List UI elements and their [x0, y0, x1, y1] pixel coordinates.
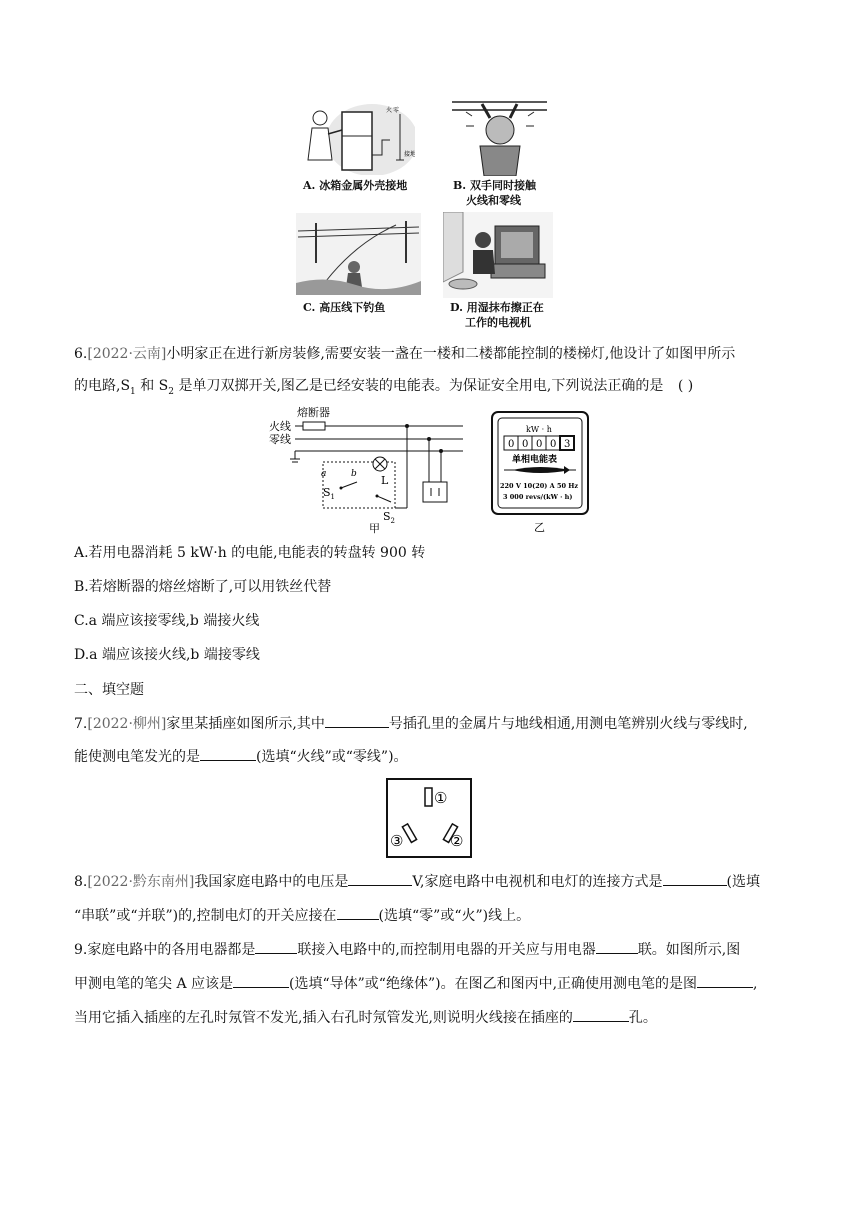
q9-line-3	[74, 1007, 794, 1028]
q9-text-1a: 9.家庭电路中的各用电器都是	[74, 942, 256, 958]
figure-c-fishing	[296, 213, 421, 295]
three-hole-socket	[386, 778, 472, 858]
q8-text-1c: (选填	[726, 874, 760, 890]
q7-blank-2[interactable]	[200, 746, 256, 761]
q9-text-3b: 孔。	[628, 1010, 657, 1026]
q6-option-d: D.a 端应该接火线,b 端接零线	[74, 647, 260, 663]
q6-text-2b: 和 S	[140, 378, 169, 394]
meter-spec-2: 3 000 revs/(kW · h)	[503, 493, 573, 501]
q8-blank-3[interactable]	[337, 905, 379, 920]
fire-wire-label: 火线	[269, 420, 291, 433]
zero-label: 零	[393, 107, 400, 114]
hole-3-label: ③	[390, 832, 404, 850]
q9-line-2	[74, 973, 794, 994]
option-a-caption: A. 冰箱金属外壳接地	[303, 179, 408, 192]
q8-text-1b: V,家庭电路中电视机和电灯的连接方式是	[412, 874, 663, 890]
option-d-caption-2: 工作的电视机	[465, 316, 531, 329]
switch-s2-label: $S_2$	[383, 510, 396, 525]
q7-source: [2022·柳州]	[87, 716, 167, 732]
lamp-label: L	[381, 474, 389, 487]
wiping-tv-illustration	[443, 212, 553, 298]
terminal-a-label: a	[321, 469, 327, 479]
q8-text-2b: (选填“零”或“火”)线上。	[378, 908, 531, 924]
q6-option-a: A.若用电器消耗 5 kW·h 的电能,电能表的转盘转 900 转	[74, 545, 426, 561]
q8-blank-1[interactable]	[348, 871, 412, 886]
fridge-grounding-illustration	[300, 100, 415, 175]
q9-blank-5[interactable]	[573, 1007, 629, 1022]
meter-digit-5: 3	[564, 439, 571, 450]
electric-meter	[490, 410, 590, 534]
q8-text-2a: “串联”或“并联”)的,控制电灯的开关应接在	[74, 908, 337, 924]
figure-yi-meter	[490, 410, 590, 534]
meter-digits	[504, 436, 574, 450]
q7-text-2b: (选填“火线”或“零线”)。	[256, 749, 408, 765]
fishing-under-power-lines-illustration	[296, 213, 421, 295]
option-d-caption-1: D. 用湿抹布擦正在	[450, 301, 544, 314]
q8-line-2	[74, 905, 794, 926]
q8-number: 8.	[74, 874, 88, 890]
q7-line-2	[74, 746, 794, 767]
fire-label: 火	[386, 107, 393, 114]
figure-a-fridge	[300, 100, 415, 175]
option-b-caption-2: 火线和零线	[466, 194, 521, 207]
q9-text-2a: 甲测电笔的笔尖 A 应该是	[74, 976, 234, 992]
figure-b-hands	[452, 96, 547, 176]
q9-text-2c: ,	[753, 976, 758, 992]
q9-text-1b: 联接入电路中的,而控制用电器的开关应与用电器	[297, 942, 596, 958]
hole-2-label: ②	[450, 832, 464, 850]
q7-text-1b: 号插孔里的金属片与地线相通,用测电笔辨别火线与零线时,	[388, 716, 748, 732]
option-c-caption: C. 高压线下钓鱼	[303, 301, 386, 314]
meter-digit-1: 0	[508, 439, 515, 450]
q9-text-3a: 当用它插入插座的左孔时氖管不发光,插入右孔时氖管发光,则说明火线接在插座的	[74, 1010, 573, 1026]
zero-wire-label: 零线	[269, 433, 291, 446]
q9-blank-2[interactable]	[596, 939, 638, 954]
figure-jia-caption: 甲	[369, 522, 380, 534]
figure-jia-circuit	[265, 404, 475, 534]
figure-d-tv	[443, 212, 553, 298]
q6-sub-2: 2	[168, 386, 175, 397]
q6-option-c: C.a 端应该接零线,b 端接火线	[74, 613, 260, 629]
meter-digit-4: 0	[550, 439, 557, 450]
q9-blank-4[interactable]	[697, 973, 753, 988]
option-b-caption-1: B. 双手同时接触	[453, 179, 536, 192]
answer-paren: ( )	[677, 378, 694, 394]
q7-text-1a: 家里某插座如图所示,其中	[166, 716, 325, 732]
figure-yi-caption: 乙	[534, 521, 545, 534]
q9-blank-1[interactable]	[255, 939, 297, 954]
q9-text-2b: (选填“导体”或“绝缘体”)。在图乙和图丙中,正确使用测电笔的是图	[289, 976, 698, 992]
q8-line-1	[74, 871, 794, 892]
circuit-diagram	[265, 404, 475, 534]
section-heading: 二、填空题	[74, 682, 144, 698]
q6-line-2	[74, 376, 794, 402]
socket-figure	[386, 778, 472, 858]
q6-text-1: 小明家正在进行新房装修,需要安装一盏在一楼和二楼都能控制的楼梯灯,他设计了如图甲所示	[166, 346, 736, 362]
meter-spec-1: 220 V 10(20) A 50 Hz	[500, 482, 579, 490]
q8-blank-2[interactable]	[663, 871, 727, 886]
q6-option-b: B.若熔断器的熔丝熔断了,可以用铁丝代替	[74, 579, 332, 595]
q7-number: 7.	[74, 716, 88, 732]
q9-text-1c: 联。如图所示,图	[637, 942, 741, 958]
q9-blank-3[interactable]	[233, 973, 289, 988]
q6-text-2c: 是单刀双掷开关,图乙是已经安装的电能表。为保证安全用电,下列说法正确的是	[178, 378, 664, 394]
q7-blank-1[interactable]	[325, 713, 389, 728]
q6-text-2a: 的电路,S	[74, 378, 131, 394]
meter-unit: kW · h	[526, 425, 552, 434]
q7-line-1	[74, 713, 794, 734]
ground-label: 接地	[404, 151, 415, 158]
switch-s1-label: $S_1$	[323, 486, 336, 501]
double-hand-contact-illustration	[452, 96, 547, 176]
meter-digit-2: 0	[522, 439, 529, 450]
q7-text-2a: 能使测电笔发光的是	[74, 749, 200, 765]
meter-title: 单相电能表	[512, 455, 558, 465]
q6-sub-1: 1	[130, 386, 136, 397]
terminal-b-label: b	[351, 469, 357, 479]
q8-source: [2022·黔东南州]	[87, 874, 195, 890]
hole-1-label: ①	[434, 789, 448, 807]
fuse-label: 熔断器	[297, 406, 330, 419]
q6-line-1	[74, 344, 794, 364]
meter-digit-3: 0	[536, 439, 543, 450]
q8-text-1a: 我国家庭电路中的电压是	[194, 874, 349, 890]
q6-number: 6.	[74, 346, 88, 362]
q9-line-1	[74, 939, 794, 960]
q6-source: [2022·云南]	[87, 346, 167, 362]
